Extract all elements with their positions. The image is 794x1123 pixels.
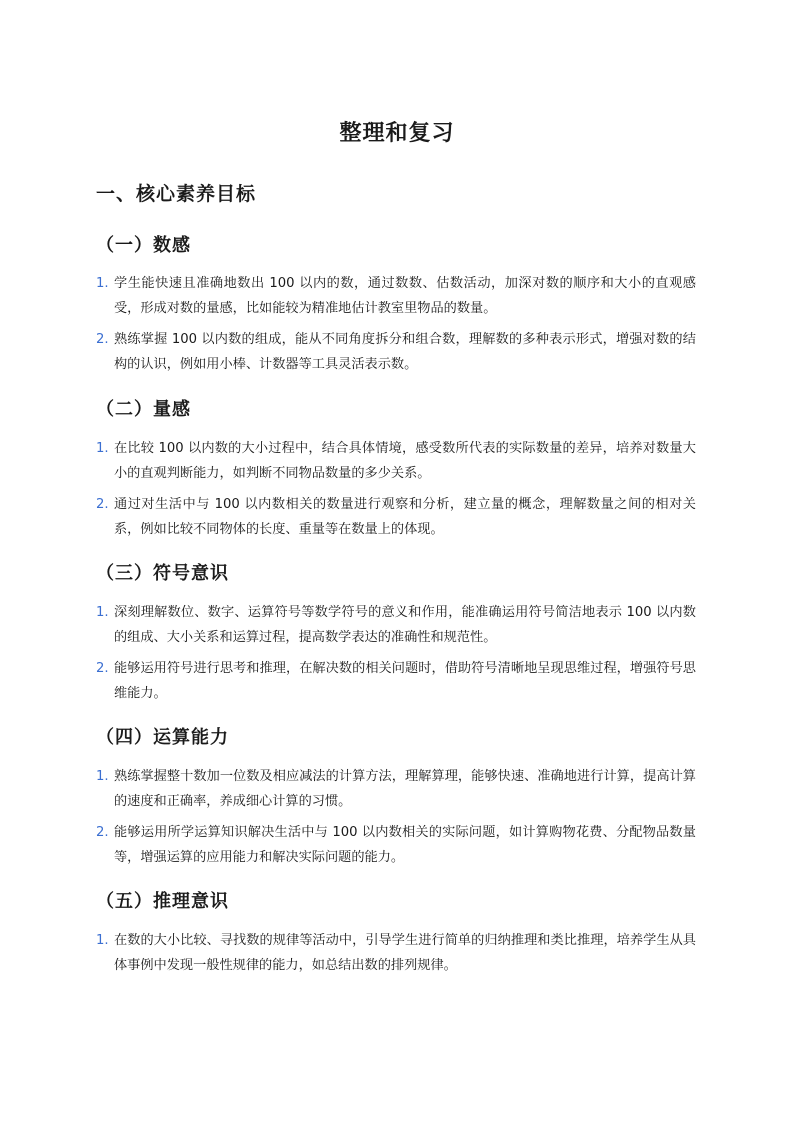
list-item-text: 通过对生活中与 100 以内数相关的数量进行观察和分析，建立量的概念，理解数量之间的相对关系，例如比较不同物体的长度、重量等在数量上的体现。 (114, 497, 696, 537)
list-item (96, 928, 696, 978)
list-item-number: 1. (96, 769, 109, 784)
subsection-heading-5: （五）推理意识 (96, 891, 229, 912)
list-item (96, 600, 696, 650)
list-item (96, 764, 696, 814)
subsection-heading-2: （二）量感 (96, 399, 191, 420)
list-item-number: 2. (96, 332, 109, 347)
list-item-number: 1. (96, 605, 109, 620)
list-item-number: 2. (96, 497, 109, 512)
list-item (96, 271, 696, 321)
list-item-text: 在数的大小比较、寻找数的规律等活动中，引导学生进行简单的归纳推理和类比推理，培养学生从具体事例中发现一般性规律的能力，如总结出数的排列规律。 (114, 933, 696, 973)
list-item (96, 327, 696, 377)
list-item-text: 熟练掌握 100 以内数的组成，能从不同角度拆分和组合数，理解数的多种表示形式，增强对数的结构的认识，例如用小棒、计数器等工具灵活表示数。 (114, 332, 696, 372)
subsection-heading-1: （一）数感 (96, 235, 191, 256)
list-item-number: 1. (96, 276, 109, 291)
list-item-text: 深刻理解数位、数字、运算符号等数学符号的意义和作用，能准确运用符号简洁地表示 100 以内数的组成、大小关系和运算过程，提高数学表达的准确性和规范性。 (114, 605, 696, 645)
list-item-number: 1. (96, 933, 109, 948)
section-heading: 一、核心素养目标 (96, 183, 257, 205)
list-item (96, 656, 696, 706)
list-item-text: 能够运用所学运算知识解决生活中与 100 以内数相关的实际问题，如计算购物花费、分配物品数量等，增强运算的应用能力和解决实际问题的能力。 (114, 825, 696, 865)
list-item (96, 492, 696, 542)
subsection-heading-4: （四）运算能力 (96, 727, 229, 748)
list-item (96, 436, 696, 486)
list-item-number: 1. (96, 441, 109, 456)
list-item-number: 2. (96, 661, 109, 676)
list-item (96, 820, 696, 870)
subsection-heading-3: （三）符号意识 (96, 563, 229, 584)
list-item-text: 学生能快速且准确地数出 100 以内的数，通过数数、估数活动，加深对数的顺序和大小的直观感受，形成对数的量感，比如能较为精准地估计教室里物品的数量。 (114, 276, 696, 316)
list-item-text: 能够运用符号进行思考和推理，在解决数的相关问题时，借助符号清晰地呈现思维过程，增强符号思维能力。 (114, 661, 696, 701)
list-item-text: 在比较 100 以内数的大小过程中，结合具体情境，感受数所代表的实际数量的差异，培养对数量大小的直观判断能力，如判断不同物品数量的多少关系。 (114, 441, 696, 481)
list-item-text: 熟练掌握整十数加一位数及相应减法的计算方法，理解算理，能够快速、准确地进行计算，提高计算的速度和正确率，养成细心计算的习惯。 (114, 769, 696, 809)
page-title: 整理和复习 (339, 121, 455, 146)
list-item-number: 2. (96, 825, 109, 840)
